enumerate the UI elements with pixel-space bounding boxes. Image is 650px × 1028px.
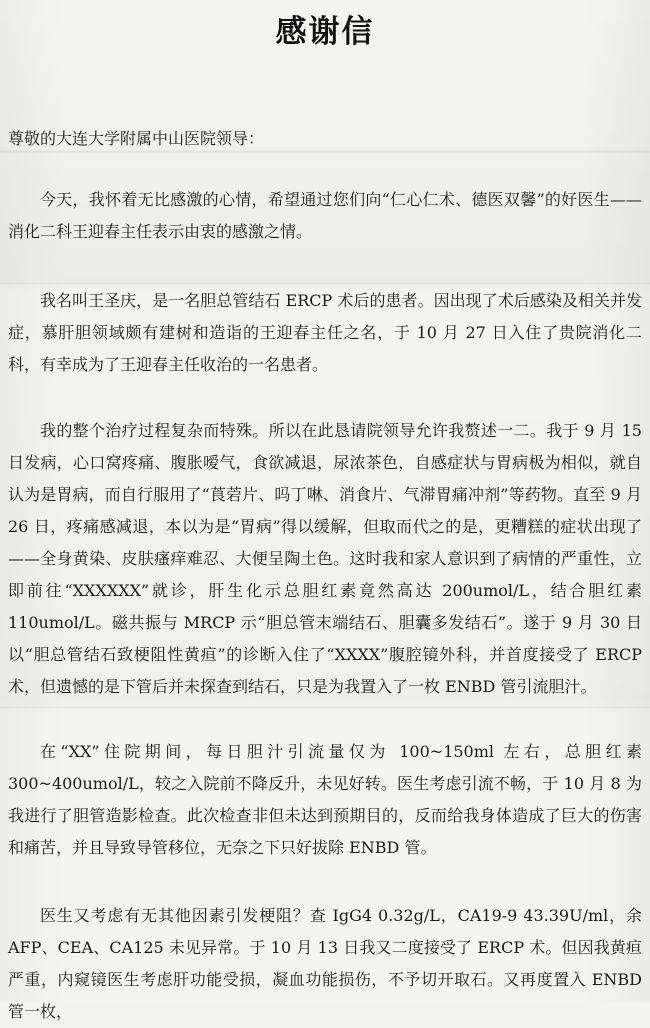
paper-crease	[0, 150, 650, 153]
letter-paragraph: 今天，我怀着无比感激的心情，希望通过您们向“仁心仁术、德医双馨”的好医生——消化二科王迎春主任表示由衷的感激之情。	[8, 190, 642, 241]
letter-paragraph: 我的整个治疗过程复杂而特殊。所以在此恳请院领导允许我赘述一二。我于 9 月 15 日发病，心口窝疼痛、腹胀嗳气，食欲减退，尿浓茶色，自感症状与胃病极为相似，就自认为是胃病，而自行服用了“莨菪片、吗丁啉、消食片、气滞胃痛冲剂”等药物。直至 9 月 26 日，疼痛感减退，本以为是“胃病”得以缓解，但取而代之的是，更糟糕的症状出现了——全身黄染、皮肤瘙痒难忍、大便呈陶土色。这时我和家人意识到了病情的严重性，立即前往“XXXXXX”就诊，肝生化示总胆红素竟然高达 200umol/L，结合胆红素 110umol/L。磁共振与 MRCP 示“胆总管末端结石、胆囊多发结石”。遂于 9 月 30 日以“胆总管结石致梗阻性黄疸”的诊断入住了“XXXX”腹腔镜外科，并首度接受了 ERCP 术，但遗憾的是下管后并未探查到结石，只是为我置入了一枚 ENBD 管引流胆汁。	[8, 421, 642, 696]
paper-crease	[0, 706, 650, 709]
letter-paragraph: 在“XX”住院期间，每日胆汁引流量仅为 100~150ml 左右，总胆红素 300~400umol/L，较之入院前不降反升，未见好转。医生考虑引流不畅，于 10 月 8 为我进行了胆管造影检查。此次检查非但未达到预期目的，反而给我身体造成了巨大的伤害和痛苦，并且导致导管移位，无奈之下只好拔除 ENBD 管。	[8, 742, 642, 857]
letter-paragraph: 我名叫王圣庆，是一名胆总管结石 ERCP 术后的患者。因出现了术后感染及相关并发症，慕肝胆领域颇有建树和造诣的王迎春主任之名，于 10 月 27 日入住了贵院消化二科，有幸成为了王迎春主任收治的一名患者。	[8, 291, 642, 374]
letter-paragraph: 医生又考虑有无其他因素引发梗阻？查 IgG4 0.32g/L，CA19-9 43.39U/ml，余 AFP、CEA、CA125 未见异常。于 10 月 13 日我又二度接受了 ERCP 术。但因我黄疸严重，内窥镜医生考虑肝功能受损，凝血功能损伤，不予切开取石。又再度置入 ENBD 管一枚，	[8, 906, 642, 1021]
letter-title: 感谢信	[275, 14, 375, 50]
letter-salutation: 尊敬的大连大学附属中山医院领导：	[8, 129, 265, 148]
